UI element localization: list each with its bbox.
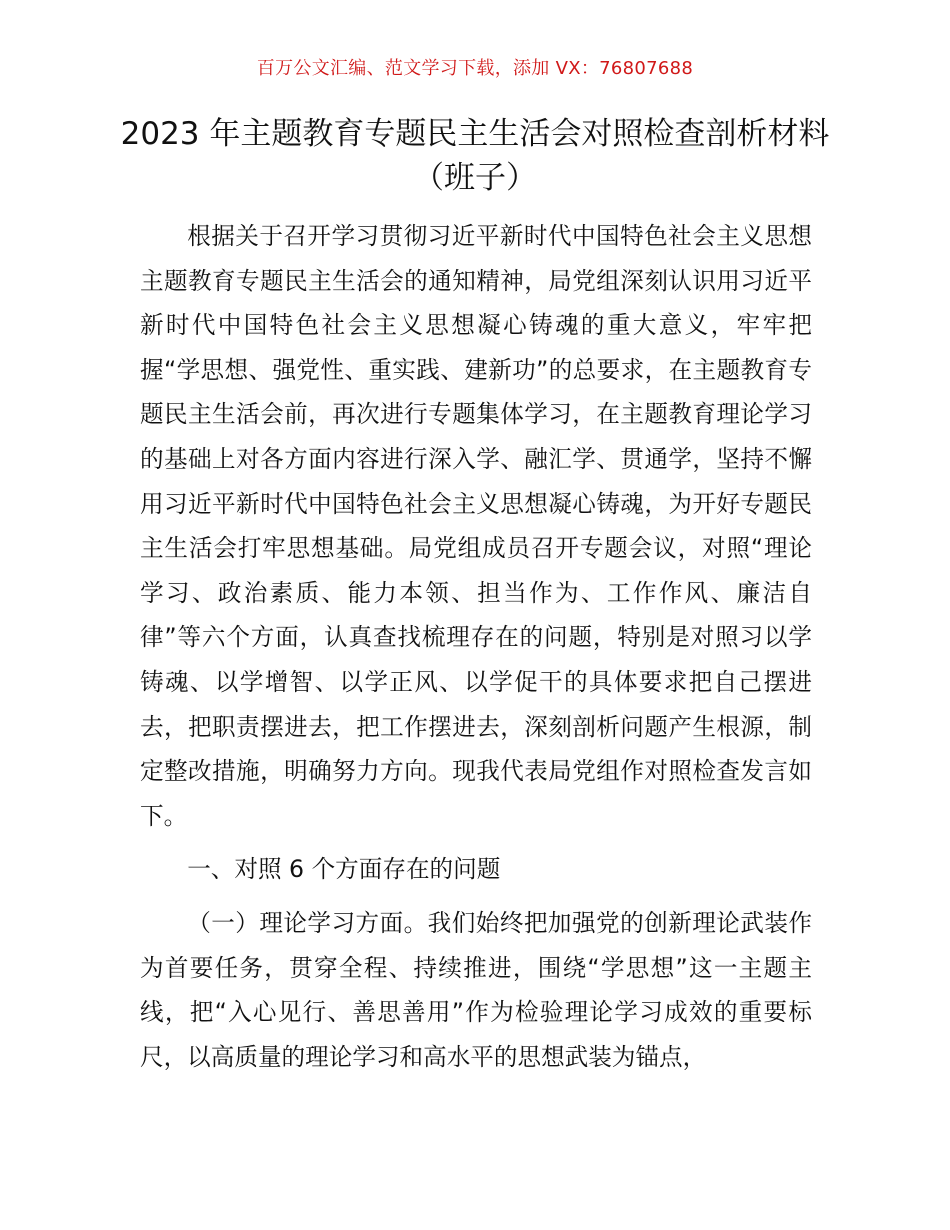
section-heading: 一、对照 6 个方面存在的问题	[187, 855, 501, 884]
intro-paragraph: 根据关于召开学习贯彻习近平新时代中国特色社会主义思想主题教育专题民主生活会的通知精神，局党组深刻认识用习近平新时代中国特色社会主义思想凝心铸魂的重大意义，牢牢把握“学思想、强党性、重实践、建新功”的总要求，在主题教育专题民主生活会前，再次进行专题集体学习，在主题教育理论学习的基础上对各方面内容进行深入学、融汇学、贯通学，坚持不懈用习近平新时代中国特色社会主义思想凝心铸魂，为开好专题民主生活会打牢思想基础。局党组成员召开专题会议，对照“理论学习、政治素质、能力本领、担当作为、工作作风、廉洁自律”等六个方面，认真查找梳理存在的问题，特别是对照习以学铸魂、以学增智、以学正风、以学促干的具体要求把自己摆进去，把职责摆进去，把工作摆进去，深刻剖析问题产生根源，制定整改措施，明确努力方向。现我代表局党组作对照检查发言如下。	[140, 222, 812, 830]
document-title: 2023 年主题教育专题民主生活会对照检查剖析材料（班子）	[120, 116, 830, 196]
watermark-text: 百万公文汇编、范文学习下载，添加 VX：76807688	[256, 58, 694, 79]
subsection-paragraph: （一）理论学习方面。我们始终把加强党的创新理论武装作为首要任务，贯穿全程、持续推进，围绕“学思想”这一主题主线，把“入心见行、善思善用”作为检验理论学习成效的重要标尺，以高质量的理论学习和高水平的思想武装为锚点，	[140, 908, 812, 1071]
document-body	[140, 214, 812, 1079]
